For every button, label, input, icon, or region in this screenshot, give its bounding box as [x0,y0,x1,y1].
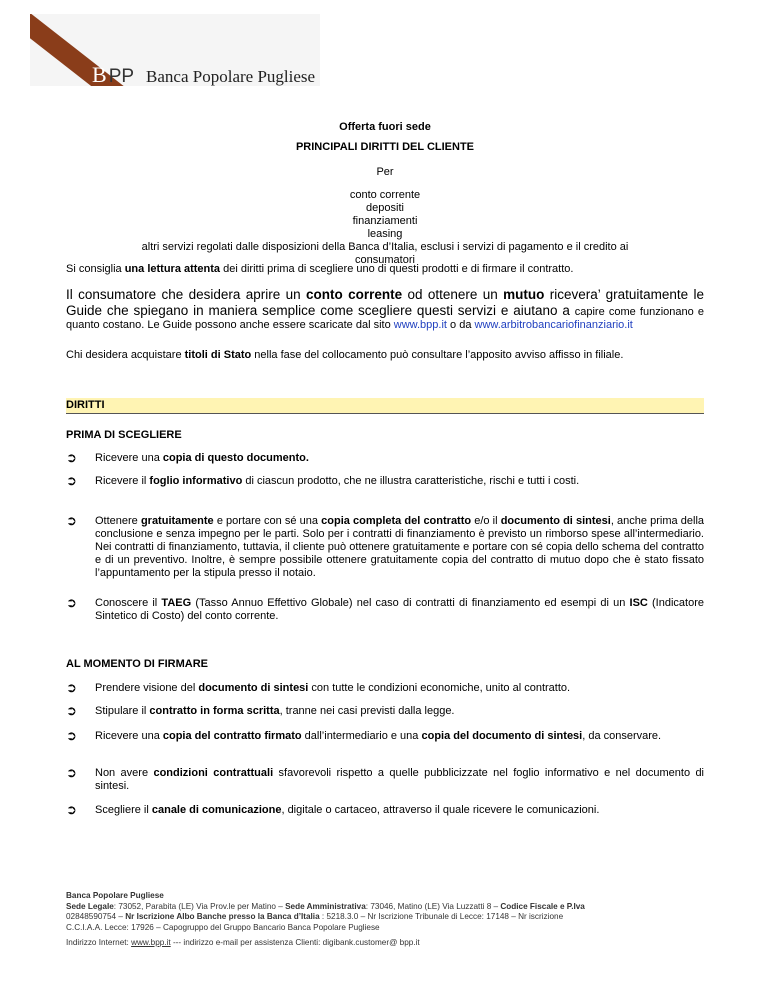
bank-logo [30,14,320,86]
product-item: leasing [367,228,403,240]
list-item: ➲ Ottenere gratuitamente e portare con sé una copia completa del contratto e/o il documento di sintesi, anche prima della conclusione e senza impegno per le parti. Solo per i contratti di finanziamento è previsto un rimborso spese all’intermediario. Nei contratti di finanziamento, tuttavia, il cliente può ottenere gratuitamente e portare con sé copia dello schema del contratto e di un preventivo. Inoltre, è sempre possibile ottenere gratuitamente copia del contratto di mutuo dopo che è stato fissato l’appuntamento per la stipula presso il notaio. [66,513,705,579]
list-item: ➲ Ricevere il foglio informativo di ciascun prodotto, che ne illustra caratteristiche, rischi e tutti i costi. [66,473,580,488]
titoli-stato-paragraph: Chi desidera acquistare titoli di Stato nella fase del collocamento può consultare l’apposito avviso affisso in filiale. [66,349,624,361]
list-item: ➲ Prendere visione del documento di sintesi con tutte le condizioni economiche, unito al contratto. [66,680,571,695]
arrow-bullet-icon: ➲ [66,802,77,817]
arrow-bullet-icon: ➲ [66,680,77,695]
doc-per: Per [376,166,394,178]
abf-website-link[interactable]: www.arbitrobancariofinanziario.it [474,319,633,331]
diritti-section-header: DIRITTI [66,398,704,414]
al-momento-di-firmare-heading: AL MOMENTO DI FIRMARE [66,658,208,670]
logo-bank-name: Banca Popolare Pugliese [146,67,316,86]
logo-wordmark [92,62,315,86]
product-list [66,189,704,267]
footer-website-link[interactable]: www.bpp.it [131,938,171,947]
arrow-bullet-icon: ➲ [66,513,77,528]
list-item: ➲ Ricevere una copia del contratto firmato dall’intermediario e una copia del documento di sintesi, da conservare. [66,728,662,743]
list-item: ➲ Stipulare il contratto in forma scritta, tranne nei casi previsti dalla legge. [66,703,455,718]
footer-bank-name: Banca Popolare Pugliese [66,891,164,900]
footer-line: C.C.I.A.A. Lecce: 17926 – Capogruppo del Gruppo Bancario Banca Popolare Pugliese [66,922,380,932]
logo-initial: B [92,62,107,86]
arrow-bullet-icon: ➲ [66,473,77,488]
product-item: finanziamenti [352,215,418,227]
consumer-guides-paragraph: Il consumatore che desidera aprire un conto corrente od ottenere un mutuo ricevera’ gratuitamente le Guide che spiegano in maniera semplice come scegliere questi servizi e aiutano a capire come funzionano e quanto costano. Le Guide possono anche essere scaricate dal sito www.bpp.it o da www.arbitrobancariofinanziario.it [66,287,704,331]
arrow-bullet-icon: ➲ [66,703,77,718]
footer-contact-line: Indirizzo Internet: www.bpp.it --- indirizzo e-mail per assistenza Clienti: digibank.customer@ bpp.it [66,938,420,947]
arrow-bullet-icon: ➲ [66,765,77,780]
list-item: ➲ Conoscere il TAEG (Tasso Annuo Effettivo Globale) nel caso di contratti di finanziamento ed esempi di un ISC (Indicatore Sintetico di Costo) del conto corrente. [66,595,704,622]
footer-line: 02848590754 – Nr Iscrizione Albo Banche presso la Banca d’Italia : 5218.3.0 – Nr Iscrizione Tribunale di Lecce: 17148 – Nr iscrizione [66,912,564,921]
list-item: ➲ Scegliere il canale di comunicazione, digitale o cartaceo, attraverso il quale ricevere le comunicazioni. [66,802,600,817]
doc-title: Offerta fuori sede [339,121,431,133]
logo-pp: PP [108,66,135,86]
product-item: depositi [366,202,404,214]
arrow-bullet-icon: ➲ [66,595,77,610]
prima-di-scegliere-heading: PRIMA DI SCEGLIERE [66,429,182,441]
reading-advice: Si consiglia una lettura attenta dei diritti prima di scegliere uno di questi prodotti e di firmare il contratto. [66,263,574,275]
page-footer [66,891,706,949]
product-item: conto corrente [349,189,421,201]
product-item: altri servizi regolati dalle disposizioni della Banca d’Italia, esclusi i servizi di pagamento e il credito ai [141,241,629,253]
arrow-bullet-icon: ➲ [66,450,77,465]
list-item: ➲ Ricevere una copia di questo documento. [66,450,309,465]
footer-line: Sede Legale: 73052, Parabita (LE) Via Prov.le per Matino – Sede Amministrativa: 73046, Matino (LE) Via Luzzatti 8 – Codice Fiscale e P.Iva [66,901,585,911]
doc-subtitle: PRINCIPALI DIRITTI DEL CLIENTE [295,141,475,153]
product-item: consumatori [355,254,415,266]
bpp-website-link[interactable]: www.bpp.it [393,319,447,331]
arrow-bullet-icon: ➲ [66,728,77,743]
list-item: ➲ Non avere condizioni contrattuali sfavorevoli rispetto a quelle pubblicizzate nel foglio informativo e nel documento di sintesi. [66,765,705,792]
